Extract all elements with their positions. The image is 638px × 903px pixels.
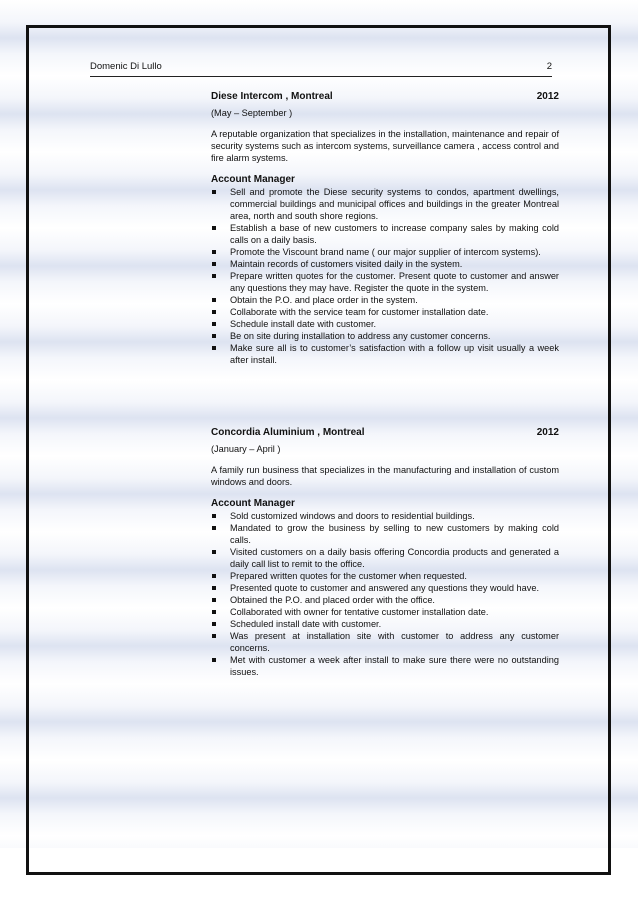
duty-text: Prepare written quotes for the customer. Present quote to customer and answer any questions they may have. Register the quote in the system.: [230, 271, 559, 293]
duty-text: Sold customized windows and doors to residential buildings.: [230, 511, 475, 521]
duty-text: Collaborate with the service team for customer installation date.: [230, 307, 489, 317]
duty-list: [211, 186, 559, 366]
duty-item: [211, 546, 559, 570]
duty-item: [211, 186, 559, 222]
duty-text: Promote the Viscount brand name ( our major supplier of intercom systems).: [230, 247, 541, 257]
duty-item: [211, 630, 559, 654]
duty-text: Obtained the P.O. and placed order with the office.: [230, 595, 435, 605]
job-heading: [211, 90, 559, 104]
duty-item: [211, 510, 559, 522]
job-period: (May – September ): [211, 108, 293, 118]
duty-item: [211, 222, 559, 246]
duty-text: Visited customers on a daily basis offering Concordia products and generated a daily call list to remit to the office.: [230, 547, 559, 569]
duty-text: Prepared written quotes for the customer when requested.: [230, 571, 467, 581]
square-bullet-icon: [212, 574, 216, 578]
job-period: (January – April ): [211, 444, 281, 454]
duty-item: [211, 306, 559, 318]
job-role: Account Manager: [211, 174, 295, 185]
square-bullet-icon: [212, 658, 216, 662]
square-bullet-icon: [212, 610, 216, 614]
duty-item: [211, 330, 559, 342]
square-bullet-icon: [212, 526, 216, 530]
duty-item: [211, 318, 559, 330]
duty-text: Presented quote to customer and answered any questions they would have.: [230, 583, 539, 593]
company-name: Diese Intercom , Montreal: [211, 91, 333, 102]
duty-text: Establish a base of new customers to increase company sales by making cold calls on a daily basis.: [230, 223, 559, 245]
square-bullet-icon: [212, 226, 216, 230]
duty-item: [211, 606, 559, 618]
job-entry-diese: [211, 90, 559, 366]
duty-item: [211, 270, 559, 294]
square-bullet-icon: [212, 274, 216, 278]
duty-item: [211, 594, 559, 606]
square-bullet-icon: [212, 322, 216, 326]
square-bullet-icon: [212, 310, 216, 314]
square-bullet-icon: [212, 250, 216, 254]
square-bullet-icon: [212, 262, 216, 266]
square-bullet-icon: [212, 634, 216, 638]
company-name: Concordia Aluminium , Montreal: [211, 427, 365, 438]
duty-text: Sell and promote the Diese security systems to condos, apartment dwellings, commercial buildings and municipal offices and buildings in the greater Montreal area, north and south shore regions.: [230, 187, 559, 221]
duty-item: [211, 618, 559, 630]
page-number: 2: [546, 61, 552, 72]
square-bullet-icon: [212, 346, 216, 350]
job-year: 2012: [536, 427, 559, 438]
square-bullet-icon: [212, 598, 216, 602]
resume-content: [211, 90, 559, 678]
duty-text: Met with customer a week after install to make sure there were no outstanding issues.: [230, 655, 559, 677]
square-bullet-icon: [212, 622, 216, 626]
company-description: A family run business that specializes in the manufacturing and installation of custom windows and doors.: [211, 465, 559, 487]
duty-text: Make sure all is to customer’s satisfaction with a follow up visit usually a week after install.: [230, 343, 559, 365]
duty-item: [211, 258, 559, 270]
duty-text: Mandated to grow the business by selling to new customers by making cold calls.: [230, 523, 559, 545]
company-description: A reputable organization that specializes in the installation, maintenance and repair of security systems such as intercom systems, surveillance camera , access control and fire alarm systems.: [211, 129, 559, 163]
square-bullet-icon: [212, 514, 216, 518]
duty-text: Schedule install date with customer.: [230, 319, 377, 329]
square-bullet-icon: [212, 550, 216, 554]
square-bullet-icon: [212, 298, 216, 302]
job-heading: [211, 426, 559, 440]
page-header: [90, 60, 552, 77]
duty-item: [211, 570, 559, 582]
job-role: Account Manager: [211, 498, 295, 509]
job-entry-concordia: [211, 426, 559, 678]
duty-text: Obtain the P.O. and place order in the system.: [230, 295, 418, 305]
author-name: Domenic Di Lullo: [90, 61, 162, 72]
square-bullet-icon: [212, 586, 216, 590]
square-bullet-icon: [212, 190, 216, 194]
duty-item: [211, 246, 559, 258]
duty-text: Collaborated with owner for tentative customer installation date.: [230, 607, 489, 617]
square-bullet-icon: [212, 334, 216, 338]
duty-text: Be on site during installation to address any customer concerns.: [230, 331, 491, 341]
duty-item: [211, 342, 559, 366]
duty-text: Scheduled install date with customer.: [230, 619, 382, 629]
duty-text: Maintain records of customers visited daily in the system.: [230, 259, 463, 269]
duty-text: Was present at installation site with customer to address any customer concerns.: [230, 631, 559, 653]
job-year: 2012: [536, 91, 559, 102]
duty-item: [211, 654, 559, 678]
duty-item: [211, 582, 559, 594]
duty-list: [211, 510, 559, 678]
duty-item: [211, 522, 559, 546]
duty-item: [211, 294, 559, 306]
